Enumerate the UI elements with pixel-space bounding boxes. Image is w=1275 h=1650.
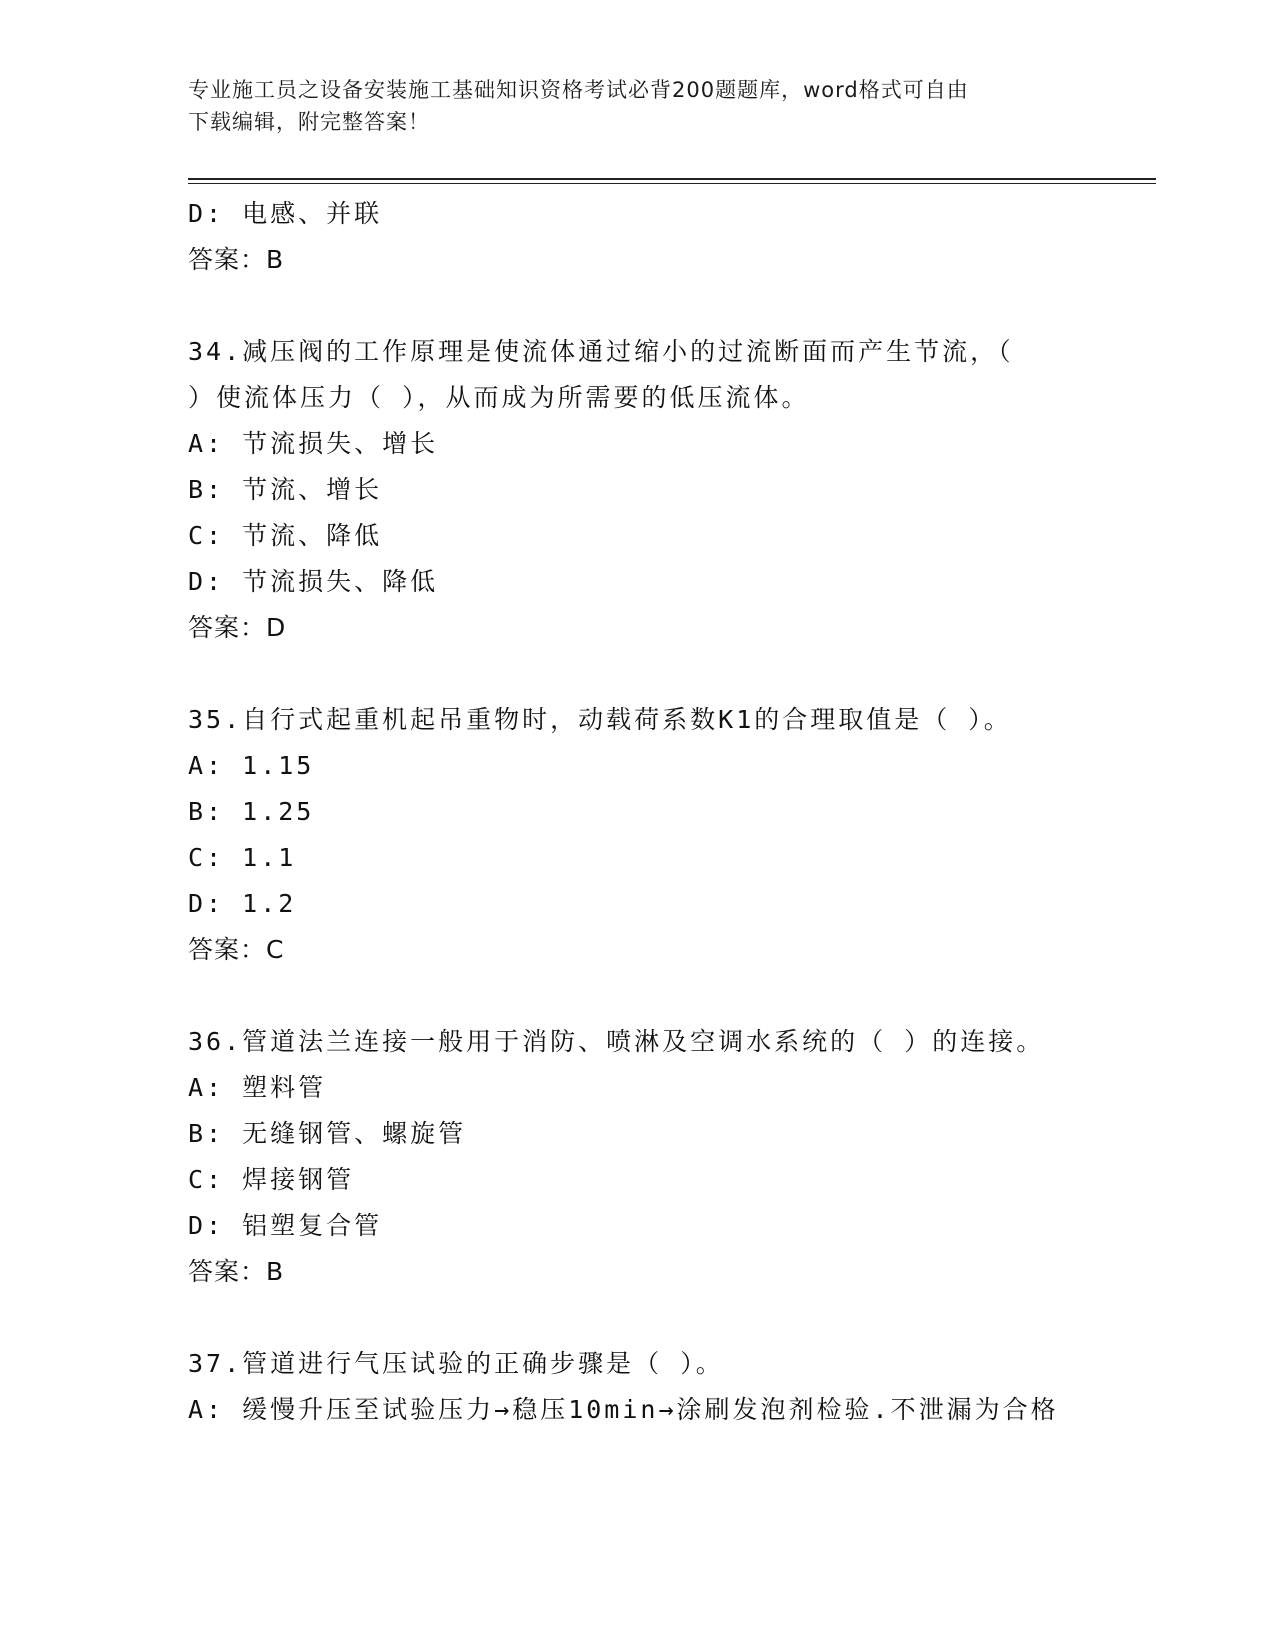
document-header [188, 74, 1088, 138]
question-34 [188, 329, 1158, 651]
option-d: D: 电感、并联 [188, 199, 383, 228]
question-text: 34.减压阀的工作原理是使流体通过缩小的过流断面而产生节流，（ [188, 337, 1014, 366]
question-36 [188, 1019, 1158, 1295]
option-a: A: 塑料管 [188, 1073, 327, 1102]
option-d: D: 节流损失、降低 [188, 567, 439, 596]
option-c: C: 1.1 [188, 843, 297, 872]
question-text: 36.管道法兰连接一般用于消防、喷淋及空调水系统的（ ）的连接。 [188, 1027, 1045, 1056]
question-text: 37.管道进行气压试验的正确步骤是（ ）。 [188, 1349, 724, 1378]
option-b: B: 1.25 [188, 797, 315, 826]
option-d: D: 铝塑复合管 [188, 1211, 383, 1240]
option-b: B: 节流、增长 [188, 475, 383, 504]
option-a: A: 节流损失、增长 [188, 429, 439, 458]
question-text: ）使流体压力（ ），从而成为所需要的低压流体。 [188, 383, 810, 412]
header-divider-thick [188, 178, 1156, 180]
question-37 [188, 1341, 1158, 1433]
question-content [188, 191, 1158, 1433]
option-a: A: 缓慢升压至试验压力→稳压10min→涂刷发泡剂检验.不泄漏为合格 [188, 1395, 1059, 1424]
header-title-line-2: 下载编辑，附完整答案！ [188, 110, 430, 134]
answer-line: 答案：B [188, 1257, 285, 1286]
header-title-line-1: 专业施工员之设备安装施工基础知识资格考试必背200题题库，word格式可自由 [188, 78, 969, 102]
question-35 [188, 697, 1158, 973]
answer-line: 答案：D [188, 613, 287, 642]
header-divider-thin [188, 183, 1156, 184]
option-d: D: 1.2 [188, 889, 297, 918]
previous-question-tail [188, 191, 1158, 283]
question-text: 35.自行式起重机起吊重物时，动载荷系数K1的合理取值是（ ）。 [188, 705, 1012, 734]
option-c: C: 焊接钢管 [188, 1165, 355, 1194]
answer-line: 答案：C [188, 935, 285, 964]
option-c: C: 节流、降低 [188, 521, 383, 550]
option-b: B: 无缝钢管、螺旋管 [188, 1119, 467, 1148]
option-a: A: 1.15 [188, 751, 315, 780]
answer-line: 答案：B [188, 245, 285, 274]
